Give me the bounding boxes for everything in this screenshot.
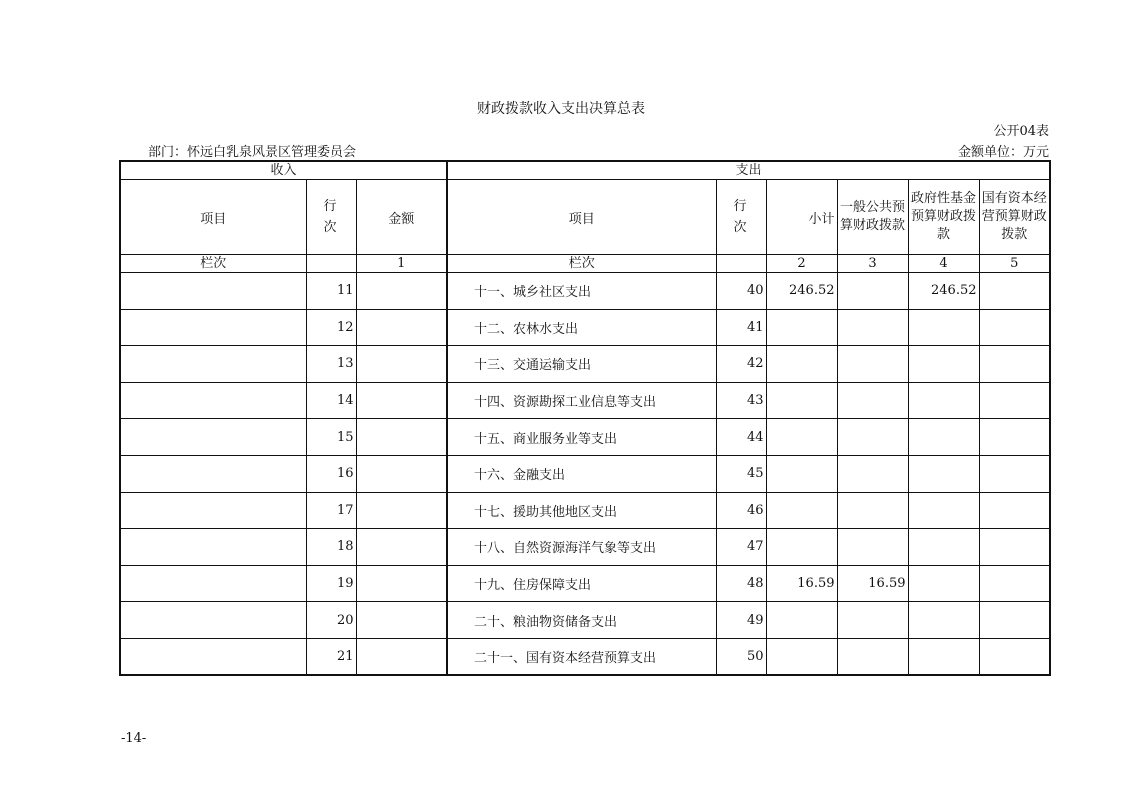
gov-fund-cell <box>908 565 979 602</box>
expense-item-cell: 十四、资源勘探工业信息等支出 <box>447 382 716 419</box>
page-number: -14- <box>121 731 147 746</box>
income-line-cell: 18 <box>306 529 356 566</box>
state-capital-cell <box>979 638 1050 675</box>
table-row <box>120 382 1050 419</box>
expense-item-cell: 十五、商业服务业等支出 <box>447 419 716 456</box>
income-item-header: 项目 <box>120 180 306 255</box>
table-row <box>120 529 1050 566</box>
subtotal-cell: 16.59 <box>766 565 837 602</box>
expense-line-cell: 46 <box>716 492 766 529</box>
table-row <box>120 273 1050 310</box>
expense-item-cell: 十一、城乡社区支出 <box>447 273 716 310</box>
subtotal-cell <box>766 346 837 383</box>
col-index-blank <box>716 255 766 273</box>
table-row <box>120 309 1050 346</box>
income-amount-cell <box>356 419 447 456</box>
income-amount-cell <box>356 455 447 492</box>
col-index-blank <box>306 255 356 273</box>
subtotal-cell: 246.52 <box>766 273 837 310</box>
state-capital-cell <box>979 492 1050 529</box>
gov-fund-cell <box>908 638 979 675</box>
income-item-cell <box>120 529 306 566</box>
expense-item-cell: 十七、援助其他地区支出 <box>447 492 716 529</box>
state-capital-cell <box>979 455 1050 492</box>
general-budget-cell <box>837 602 908 639</box>
table-row <box>120 492 1050 529</box>
page-title: 财政拨款收入支出决算总表 <box>477 101 645 117</box>
general-budget-cell <box>837 492 908 529</box>
income-amount-cell <box>356 529 447 566</box>
expense-line-cell: 50 <box>716 638 766 675</box>
state-capital-cell <box>979 346 1050 383</box>
expense-item-cell: 二十一、国有资本经营预算支出 <box>447 638 716 675</box>
general-budget-cell <box>837 346 908 383</box>
subtotal-header: 小计 <box>766 180 837 255</box>
income-line-cell: 15 <box>306 419 356 456</box>
table-row <box>120 455 1050 492</box>
income-amount-cell <box>356 382 447 419</box>
gov-fund-cell: 246.52 <box>908 273 979 310</box>
general-budget-cell <box>837 382 908 419</box>
column-index-row <box>120 255 1050 273</box>
income-item-cell <box>120 455 306 492</box>
general-budget-cell <box>837 273 908 310</box>
col-index-1: 1 <box>356 255 447 273</box>
subtotal-cell <box>766 309 837 346</box>
subtotal-cell <box>766 419 837 456</box>
income-line-cell: 13 <box>306 346 356 383</box>
income-line-cell: 21 <box>306 638 356 675</box>
expense-item-cell: 十二、农林水支出 <box>447 309 716 346</box>
general-budget-cell <box>837 309 908 346</box>
gov-fund-cell <box>908 346 979 383</box>
general-budget-cell <box>837 419 908 456</box>
income-item-cell <box>120 309 306 346</box>
subtotal-cell <box>766 638 837 675</box>
gov-fund-cell <box>908 455 979 492</box>
gov-fund-header: 政府性基金预算财政拨款 <box>908 180 979 255</box>
state-capital-cell <box>979 273 1050 310</box>
income-amount-cell <box>356 602 447 639</box>
col-index-5: 5 <box>979 255 1050 273</box>
income-item-cell <box>120 273 306 310</box>
form-number: 公开04表 <box>993 124 1049 139</box>
expense-item-cell: 二十、粮油物资储备支出 <box>447 602 716 639</box>
income-amount-cell <box>356 492 447 529</box>
state-capital-cell <box>979 419 1050 456</box>
income-amount-cell <box>356 273 447 310</box>
income-item-cell <box>120 638 306 675</box>
expense-line-cell: 42 <box>716 346 766 383</box>
income-line-cell: 12 <box>306 309 356 346</box>
table-row <box>120 602 1050 639</box>
expense-header: 支出 <box>447 161 1050 180</box>
table-row <box>120 565 1050 602</box>
header-row-columns <box>120 180 1050 255</box>
expense-item-header: 项目 <box>447 180 716 255</box>
state-capital-header: 国有资本经营预算财政拨款 <box>979 180 1050 255</box>
table-row <box>120 346 1050 383</box>
col-index-label-left: 栏次 <box>120 255 306 273</box>
expense-line-cell: 44 <box>716 419 766 456</box>
expense-item-cell: 十六、金融支出 <box>447 455 716 492</box>
income-item-cell <box>120 382 306 419</box>
col-index-4: 4 <box>908 255 979 273</box>
col-index-2: 2 <box>766 255 837 273</box>
table-row <box>120 419 1050 456</box>
income-item-cell <box>120 419 306 456</box>
expense-line-cell: 40 <box>716 273 766 310</box>
header-row-group <box>120 161 1050 180</box>
income-amount-cell <box>356 346 447 383</box>
expense-line-header: 行次 <box>716 180 766 255</box>
state-capital-cell <box>979 602 1050 639</box>
general-budget-cell: 16.59 <box>837 565 908 602</box>
income-amount-cell <box>356 309 447 346</box>
income-amount-header: 金额 <box>356 180 447 255</box>
gov-fund-cell <box>908 382 979 419</box>
income-amount-cell <box>356 638 447 675</box>
subtotal-cell <box>766 492 837 529</box>
expense-line-cell: 41 <box>716 309 766 346</box>
amount-unit-label: 金额单位：万元 <box>957 145 1049 160</box>
subtotal-cell <box>766 455 837 492</box>
income-item-cell <box>120 492 306 529</box>
gov-fund-cell <box>908 492 979 529</box>
state-capital-cell <box>979 382 1050 419</box>
general-budget-cell <box>837 529 908 566</box>
income-item-cell <box>120 565 306 602</box>
budget-table <box>119 160 1051 676</box>
general-budget-header: 一般公共预算财政拨款 <box>837 180 908 255</box>
expense-line-cell: 49 <box>716 602 766 639</box>
expense-item-cell: 十三、交通运输支出 <box>447 346 716 383</box>
expense-line-cell: 48 <box>716 565 766 602</box>
table-row <box>120 638 1050 675</box>
income-line-cell: 20 <box>306 602 356 639</box>
general-budget-cell <box>837 638 908 675</box>
gov-fund-cell <box>908 529 979 566</box>
expense-item-cell: 十九、住房保障支出 <box>447 565 716 602</box>
income-amount-cell <box>356 565 447 602</box>
income-item-cell <box>120 346 306 383</box>
income-header: 收入 <box>120 161 447 180</box>
state-capital-cell <box>979 529 1050 566</box>
expense-line-cell: 47 <box>716 529 766 566</box>
expense-line-cell: 45 <box>716 455 766 492</box>
state-capital-cell <box>979 565 1050 602</box>
subtotal-cell <box>766 382 837 419</box>
income-item-cell <box>120 602 306 639</box>
subtotal-cell <box>766 602 837 639</box>
income-line-cell: 11 <box>306 273 356 310</box>
expense-item-cell: 十八、自然资源海洋气象等支出 <box>447 529 716 566</box>
state-capital-cell <box>979 309 1050 346</box>
income-line-cell: 17 <box>306 492 356 529</box>
income-line-cell: 14 <box>306 382 356 419</box>
general-budget-cell <box>837 455 908 492</box>
income-line-cell: 16 <box>306 455 356 492</box>
expense-line-cell: 43 <box>716 382 766 419</box>
income-line-header: 行次 <box>306 180 356 255</box>
col-index-3: 3 <box>837 255 908 273</box>
subtotal-cell <box>766 529 837 566</box>
income-line-cell: 19 <box>306 565 356 602</box>
gov-fund-cell <box>908 419 979 456</box>
col-index-label-right: 栏次 <box>447 255 716 273</box>
department-label: 部门：怀远白乳泉风景区管理委员会 <box>148 145 357 160</box>
gov-fund-cell <box>908 309 979 346</box>
gov-fund-cell <box>908 602 979 639</box>
